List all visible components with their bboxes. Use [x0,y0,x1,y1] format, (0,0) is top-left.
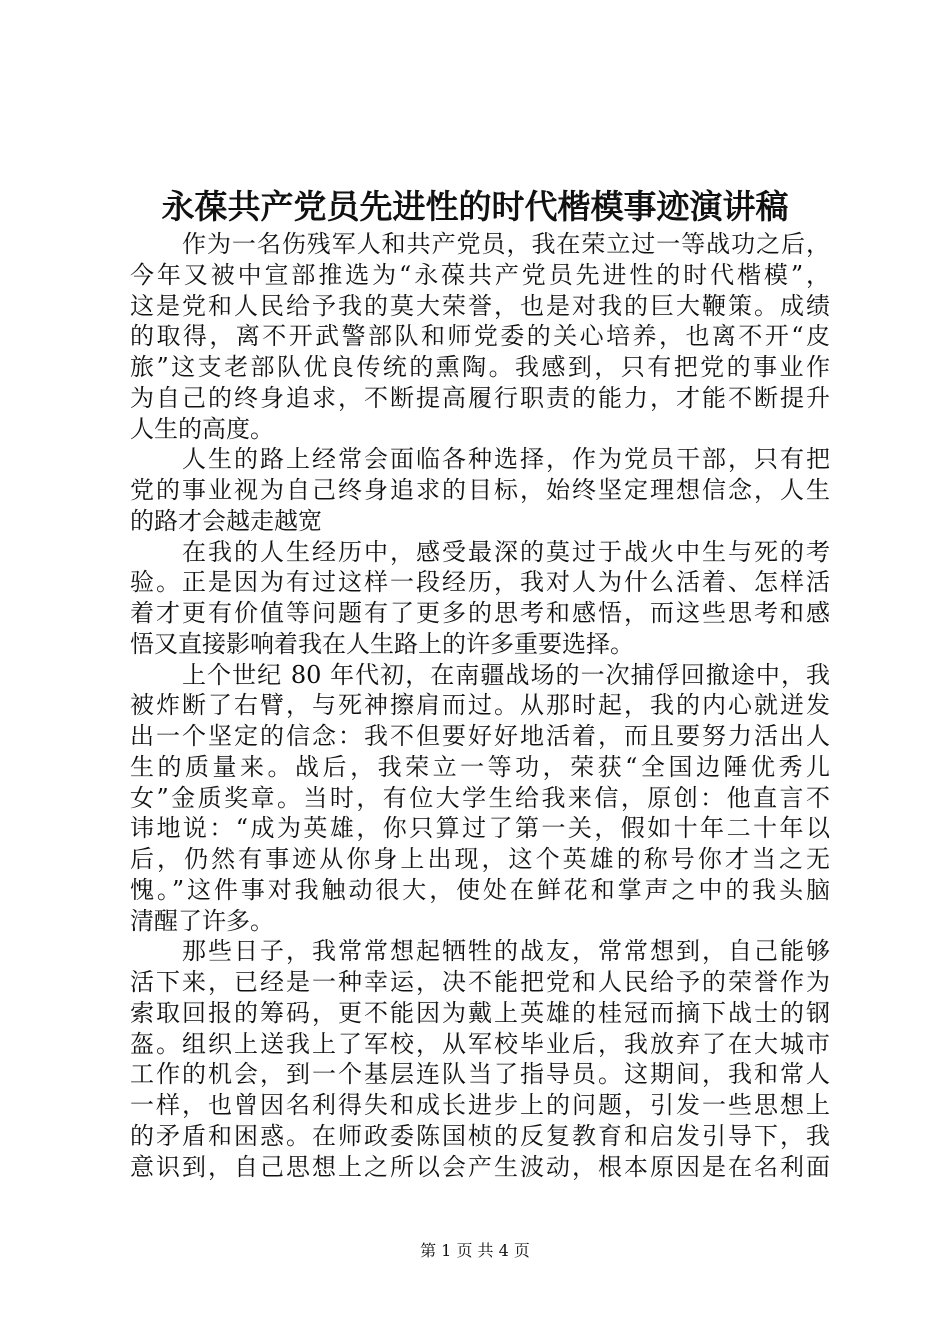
text-line: 活下来，已经是一种幸运，决不能把党和人民给予的荣誉作为 [130,968,830,996]
text-line: 生的质量来。战后，我荣立一等功，荣获“全国边陲优秀儿 [130,752,830,781]
text-line: 为自己的终身追求，不断提高履行职责的能力，才能不断提升 [130,383,830,412]
text-line: 上个世纪 80 年代初，在南疆战场的一次捕俘回撤途中，我 [182,660,830,689]
text-line: 女”金质奖章。当时，有位大学生给我来信，原创：他直言不 [130,783,830,812]
text-line: 这是党和人民给予我的莫大荣誉，也是对我的巨大鞭策。成绩 [130,291,830,320]
text-line: 着才更有价值等问题有了更多的思考和感悟，而这些思考和感 [130,599,830,627]
document-body [130,229,830,1182]
text-line: 愧。”这件事对我触动很大，使处在鲜花和掌声之中的我头脑 [130,875,830,904]
text-line: 清醒了许多。 [130,906,274,935]
paragraph [130,229,830,444]
paragraph [130,444,830,536]
text-line: 盔。组织上送我上了军校，从军校毕业后，我放弃了在大城市 [130,1029,830,1058]
document-title: 永葆共产党员先进性的时代楷模事迹演讲稿 [161,187,789,226]
text-line: 党的事业视为自己终身追求的目标，始终坚定理想信念，人生 [130,476,830,504]
text-line: 人生的路上经常会面临各种选择，作为党员干部，只有把 [182,445,830,474]
text-line: 出一个坚定的信念：我不但要好好地活着，而且要努力活出人 [130,722,830,750]
paragraph [130,936,830,1182]
text-line: 的取得，离不开武警部队和师党委的关心培养，也离不开“皮 [130,322,830,351]
paragraph [130,660,830,937]
text-line: 意识到，自己思想上之所以会产生波动，根本原因是在名利面 [130,1152,830,1181]
text-line: 在我的人生经历中，感受最深的莫过于战火中生与死的考 [182,537,830,566]
text-line: 人生的高度。 [130,414,274,443]
text-line: 旅”这支老部队优良传统的熏陶。我感到，只有把党的事业作 [130,353,830,381]
text-line: 后，仍然有事迹从你身上出现，这个英雄的称号你才当之无 [130,845,830,873]
text-line: 被炸断了右臂，与死神擦肩而过。从那时起，我的内心就迸发 [130,691,830,720]
text-line: 的路才会越走越宽 [130,506,322,535]
text-line: 作为一名伤残军人和共产党员，我在荣立过一等战功之后， [182,230,830,258]
text-line: 今年又被中宣部推选为“永葆共产党员先进性的时代楷模”， [130,260,830,289]
text-line: 验。正是因为有过这样一段经历，我对人为什么活着、怎样活 [130,568,830,597]
text-line: 索取回报的筹码，更不能因为戴上英雄的桂冠而摘下战士的钢 [130,998,830,1027]
text-line: 工作的机会，到一个基层连队当了指导员。这期间，我和常人 [130,1060,830,1089]
paragraph [130,537,830,660]
text-line: 讳地说：“成为英雄，你只算过了第一关，假如十年二十年以 [130,814,830,843]
text-line: 那些日子，我常常想起牺牲的战友，常常想到，自己能够 [182,937,830,966]
text-line: 悟又直接影响着我在人生路上的许多重要选择。 [130,629,634,658]
text-line: 的矛盾和困惑。在师政委陈国桢的反复教育和启发引导下，我 [130,1121,830,1150]
page-footer: 第 1 页 共 4 页 [420,1241,530,1260]
text-line: 一样，也曾因名利得失和成长进步上的问题，引发一些思想上 [130,1091,830,1119]
